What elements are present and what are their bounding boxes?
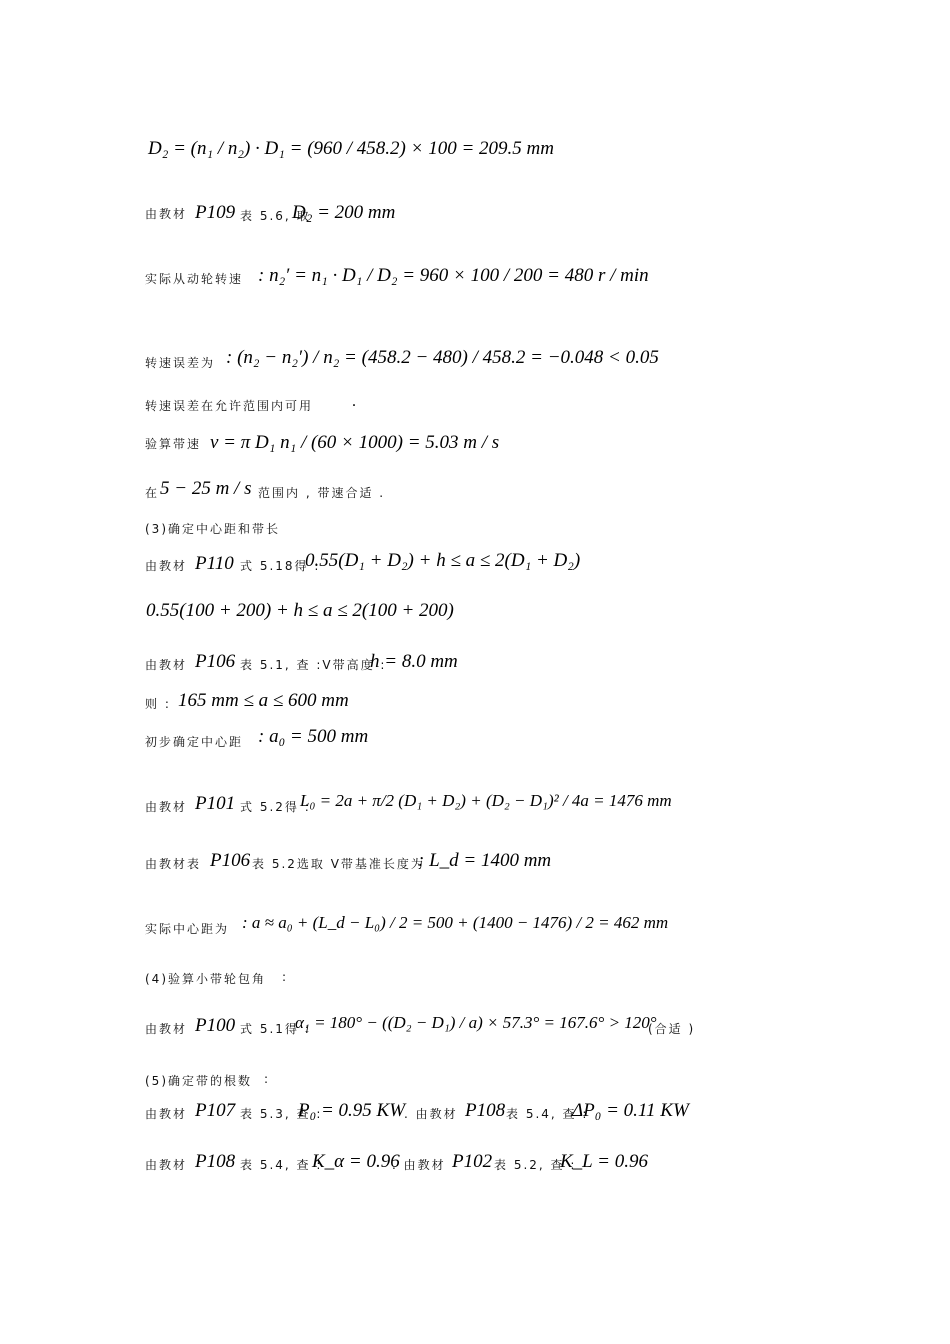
- formula-text: ΔP₀ = 0.11 KW: [572, 1100, 689, 1121]
- line-label: 由教材: [145, 658, 188, 672]
- formula-d2: [148, 138, 554, 160]
- ref-tail-text: 表 5.4, 查 :: [240, 1158, 323, 1172]
- line-label: . 由教材: [404, 1107, 458, 1121]
- formula-text: D₂ = 200 mm: [292, 202, 396, 223]
- line-period: [352, 393, 356, 411]
- ref-tail-text: 表 5.6, 取: [240, 209, 311, 223]
- line-belt-speed: [145, 435, 201, 452]
- line-eq-5-2: [145, 798, 187, 815]
- formula-text: h = 8.0 mm: [370, 651, 458, 672]
- formula-k-l: [560, 1151, 648, 1173]
- section-heading: (4)验算小带轮包角: [145, 972, 266, 986]
- ref-p108-b: [195, 1151, 235, 1173]
- formula-text: v = π D₁ n₁ / (60 × 1000) = 5.03 m / s: [210, 432, 500, 453]
- formula-text: : a ≈ a₀ + (L_d − L₀) / 2 = 500 + (1400 − 1476) / 2 = 462 mm: [242, 913, 669, 932]
- ref-tail-text: 式 5.2得 :: [240, 800, 311, 814]
- ref-p100: [195, 1015, 235, 1037]
- formula-p0: [298, 1100, 405, 1122]
- line-label-2: [392, 1156, 446, 1173]
- formula-alpha1: [295, 1013, 657, 1033]
- page-ref: P100: [195, 1015, 236, 1036]
- formula-text: P₀ = 0.95 KW: [298, 1100, 406, 1121]
- line-error-ok: [145, 397, 313, 414]
- line-range: [145, 484, 159, 501]
- section-4-heading: [145, 970, 266, 987]
- line-label: 由教材: [145, 1022, 188, 1036]
- page-ref: P108: [465, 1100, 506, 1121]
- line-label: 由教材: [145, 1107, 188, 1121]
- formula-v: [210, 432, 499, 454]
- line-then: [145, 695, 171, 712]
- line-p0: [145, 1105, 187, 1122]
- formula-a-range: [305, 550, 580, 572]
- section-heading: (3)确定中心距和带长: [145, 522, 280, 536]
- line-base-length: [145, 855, 201, 872]
- ref-tail-text: 表 5.2选取 V带基准长度为: [252, 857, 425, 871]
- line-label: 在: [145, 486, 160, 500]
- ref-tail: [252, 855, 425, 872]
- ref-p106-b: [210, 850, 250, 872]
- ref-tail-text: 式 5.1得 :: [240, 1022, 311, 1036]
- formula-text: 0.55(D₁ + D₂) + h ≤ a ≤ 2(D₁ + D₂): [305, 550, 581, 571]
- line-label: 由教材: [145, 800, 188, 814]
- formula-speed-error: [226, 347, 659, 369]
- ref-p101: [195, 793, 235, 815]
- formula-text: α₁ = 180° − ((D₂ − D₁) / a) × 57.3° = 167.6° > 120°: [295, 1013, 657, 1032]
- line-label: 验算带速: [145, 437, 202, 451]
- formula-text: : (n₂ − n₂′) / n₂ = (458.2 − 480) / 458.2 = −0.048 < 0.05: [226, 347, 659, 368]
- formula-a-actual: [242, 913, 668, 933]
- line-label: 实际从动轮转速: [145, 272, 244, 286]
- range-tail-text: 范围内 , 带速合适 .: [258, 486, 386, 500]
- line-label: 由教材: [145, 559, 188, 573]
- formula-text: : n₂′ = n₁ · D₁ / D₂ = 960 × 100 / 200 = 480 r / min: [258, 265, 649, 286]
- line-wrap-angle: [145, 1020, 187, 1037]
- line-label: 则 :: [145, 697, 171, 711]
- line-actual-speed: [145, 270, 243, 287]
- line-label: 实际中心距为: [145, 922, 230, 936]
- formula-a0: [258, 726, 368, 748]
- note-ok: [648, 1020, 695, 1037]
- line-speed-error: [145, 354, 215, 371]
- formula-k-alpha: [312, 1151, 400, 1173]
- page-ref: P107: [195, 1100, 236, 1121]
- formula-ld: [418, 850, 551, 872]
- formula-text: : L_d = 1400 mm: [418, 850, 552, 871]
- section-5-colon: [264, 1072, 270, 1086]
- page-ref: P102: [452, 1151, 493, 1172]
- ref-p102: [452, 1151, 492, 1173]
- formula-a-range-num: [146, 600, 454, 622]
- formula-text: 165 mm ≤ a ≤ 600 mm: [178, 690, 349, 711]
- colon-text: :: [282, 970, 289, 984]
- ref-p108: [465, 1100, 505, 1122]
- ref-tail-text: 表 5.3, 查 :: [240, 1107, 323, 1121]
- line-actual-center: [145, 920, 229, 937]
- page-ref: P108: [195, 1151, 236, 1172]
- formula-text: 0.55(100 + 200) + h ≤ a ≤ 2(100 + 200): [146, 600, 454, 621]
- period-text: .: [352, 393, 356, 410]
- section-5-heading: [145, 1072, 252, 1089]
- ref-tail-text: 式 5.18得 :: [240, 559, 321, 573]
- ref-tail: [240, 656, 386, 673]
- ref-tail-text: 表 5.4, 查 :: [506, 1107, 589, 1121]
- line-eq-5-18: [145, 557, 187, 574]
- formula-delta-p0: [572, 1100, 689, 1122]
- line-k-alpha: [145, 1156, 187, 1173]
- line-label-2: [404, 1105, 458, 1122]
- line-label: . 由教材: [392, 1158, 446, 1172]
- ref-tail-text: 表 5.1, 查 :V带高度 :: [240, 658, 387, 672]
- formula-text: D₂ = (n₁ / n₂) · D₁ = (960 / 458.2) × 100 = 209.5 mm: [148, 138, 554, 159]
- formula-d2-chosen: [292, 202, 395, 224]
- ref-p109: [195, 202, 235, 224]
- page-ref: P106: [210, 850, 251, 871]
- section-3-heading: [145, 520, 280, 537]
- section-heading: (5)确定带的根数: [145, 1074, 252, 1088]
- ref-tail: [240, 1156, 322, 1173]
- line-label: 由教材: [145, 1158, 188, 1172]
- note-text: (合适 ): [648, 1022, 696, 1036]
- line-label: 由教材表: [145, 857, 202, 871]
- formula-text: L₀ = 2a + π/2 (D₁ + D₂) + (D₂ − D₁)² / 4a = 1476 mm: [300, 791, 672, 810]
- ref-p106: [195, 651, 235, 673]
- line-label: 转速误差为: [145, 356, 216, 370]
- ref-p107: [195, 1100, 235, 1122]
- formula-a-bounds: [178, 690, 349, 712]
- formula-text: 5 − 25 m / s: [160, 478, 252, 499]
- page-ref: P101: [195, 793, 236, 814]
- line-v-belt-height: [145, 656, 187, 673]
- line-initial-center: [145, 733, 243, 750]
- section-4-colon: [282, 970, 288, 984]
- formula-h: [370, 651, 458, 673]
- ref-tail-text: 表 5.2, 查 :: [494, 1158, 577, 1172]
- range-tail: [258, 484, 385, 501]
- page-ref: P106: [195, 651, 236, 672]
- formula-text: K_α = 0.96: [312, 1151, 400, 1172]
- formula-range: [160, 478, 251, 500]
- ref-p110: [195, 553, 234, 575]
- page-ref: P109: [195, 202, 236, 223]
- line-label: 转速误差在允许范围内可用: [145, 399, 314, 413]
- formula-n2-prime: [258, 265, 649, 287]
- page-ref: P110: [195, 553, 234, 574]
- formula-l0: [300, 791, 672, 811]
- line-label: 由教材: [145, 207, 188, 221]
- formula-text: K_L = 0.96: [560, 1151, 648, 1172]
- line-label: 初步确定中心距: [145, 735, 244, 749]
- line-table-5-6: [145, 205, 187, 223]
- colon-text: :: [264, 1072, 271, 1086]
- formula-text: : a₀ = 500 mm: [258, 726, 369, 747]
